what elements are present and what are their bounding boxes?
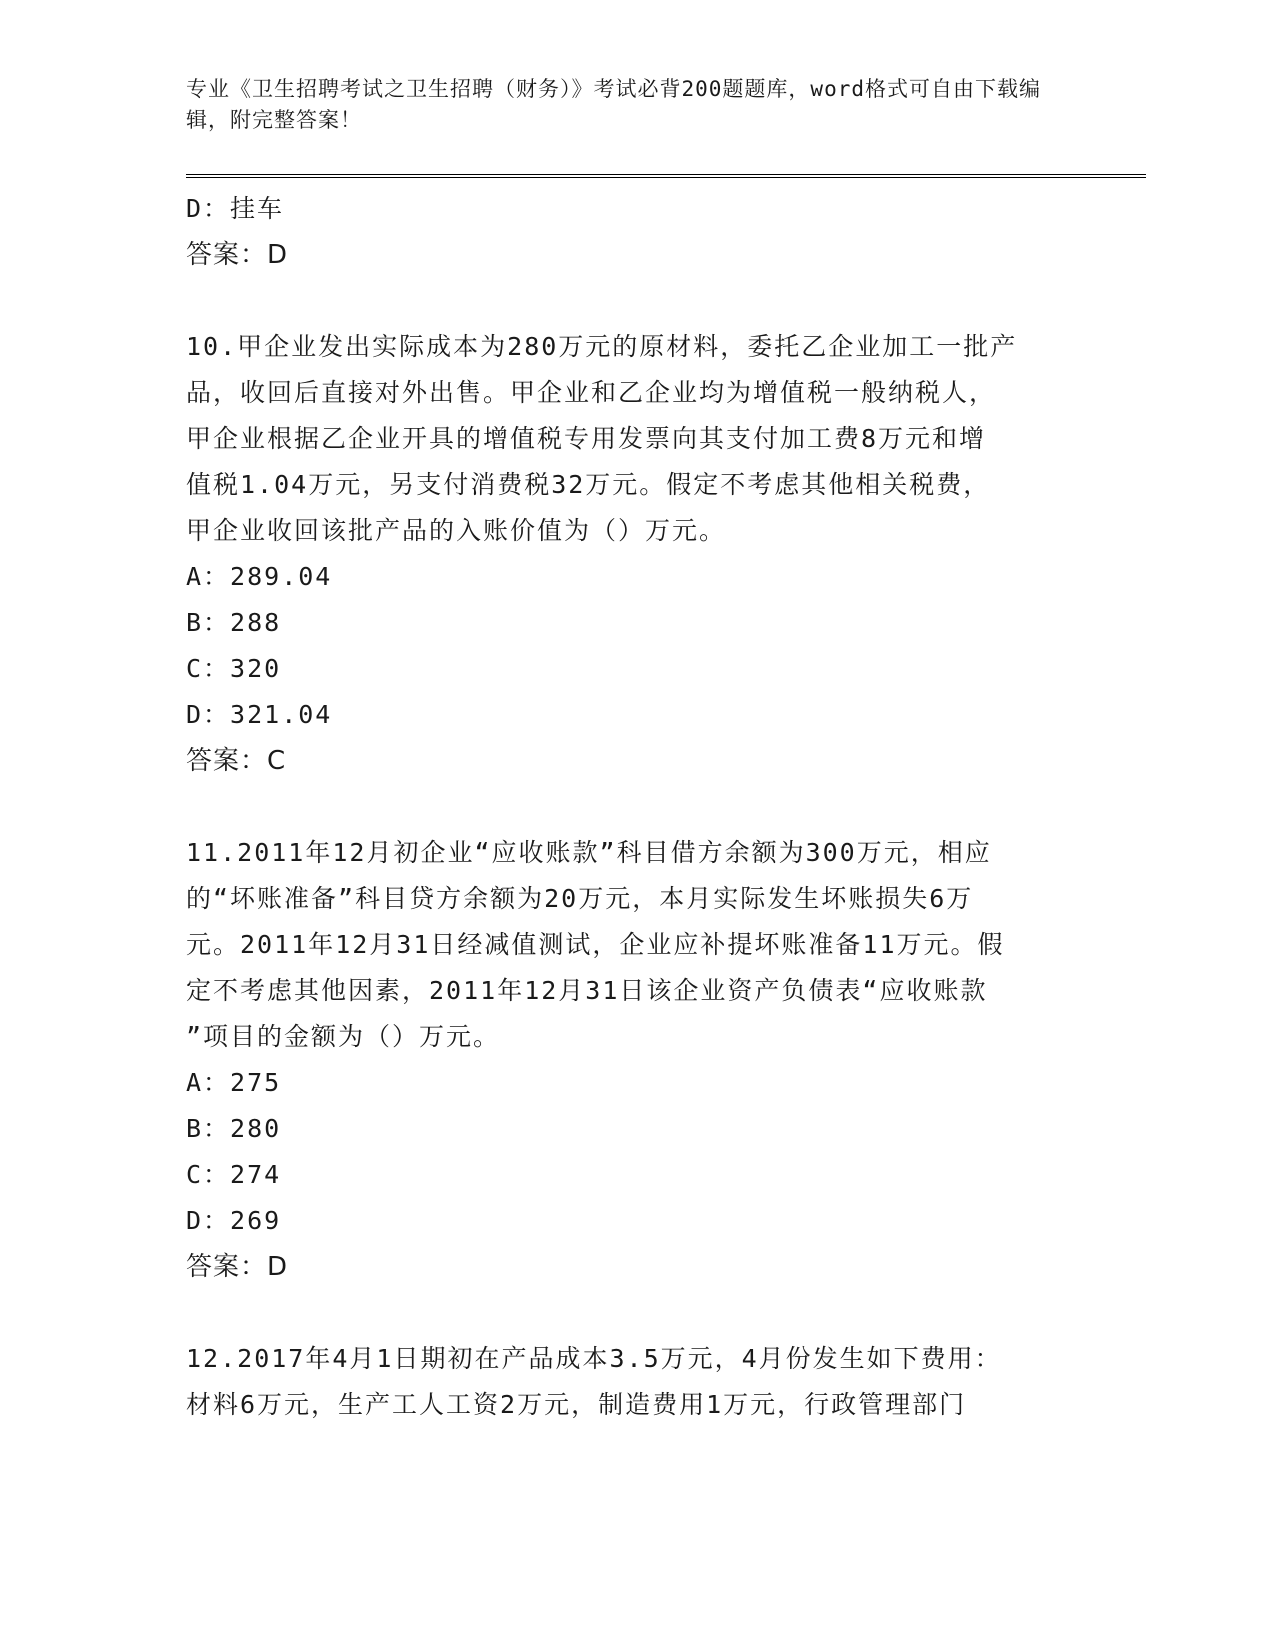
answer-label: 答案：D <box>186 240 289 270</box>
question-text-line: 值税1.04万元，另支付消费税32万元。假定不考虑其他相关税费， <box>186 470 991 499</box>
question-10 <box>186 324 1146 784</box>
question-text-line: 品，收回后直接对外出售。甲企业和乙企业均为增值税一般纳税人， <box>186 378 997 407</box>
option-a: A：289.04 <box>186 562 333 591</box>
option-b: B：288 <box>186 608 282 637</box>
question-text-line: 11.2011年12月初企业“应收账款”科目借方余额为300万元，相应 <box>186 838 992 867</box>
spacer <box>186 278 1146 324</box>
question-12 <box>186 1336 1146 1428</box>
document-page <box>186 70 1146 1428</box>
question-text-line: 12.2017年4月1日期初在产品成本3.5万元，4月份发生如下费用： <box>186 1344 1002 1373</box>
document-body <box>186 186 1146 1428</box>
question-text-line: 的“坏账准备”科目贷方余额为20万元，本月实际发生坏账损失6万 <box>186 884 974 913</box>
answer-label: 答案：D <box>186 1252 289 1282</box>
option-c: C：274 <box>186 1160 282 1189</box>
option-d: D：269 <box>186 1206 282 1235</box>
question-text-line: 材料6万元，生产工人工资2万元，制造费用1万元，行政管理部门 <box>186 1390 967 1419</box>
question-text-line: 10.甲企业发出实际成本为280万元的原材料，委托乙企业加工一批产 <box>186 332 1018 361</box>
spacer <box>186 784 1146 830</box>
question-11 <box>186 830 1146 1290</box>
question-text-line: 甲企业根据乙企业开具的增值税专用发票向其支付加工费8万元和增 <box>186 424 987 453</box>
option-a: A：275 <box>186 1068 282 1097</box>
question-text-line: 甲企业收回该批产品的入账价值为（）万元。 <box>186 516 727 545</box>
option-d: D：321.04 <box>186 700 333 729</box>
option-d: D：挂车 <box>186 194 285 223</box>
option-b: B：280 <box>186 1114 282 1143</box>
header-divider <box>186 174 1146 178</box>
question-text-line: 元。2011年12月31日经减值测试，企业应补提坏账准备11万元。假 <box>186 930 1005 959</box>
question-text-line: 定不考虑其他因素，2011年12月31日该企业资产负债表“应收账款 <box>186 976 988 1005</box>
option-c: C：320 <box>186 654 282 683</box>
answer-label: 答案：C <box>186 746 287 776</box>
question-text-line: ”项目的金额为（）万元。 <box>186 1022 501 1051</box>
document-header: 专业《卫生招聘考试之卫生招聘（财务）》考试必背200题题库，word格式可自由下载编辑，附完整答案！ <box>186 77 1041 132</box>
spacer <box>186 1290 1146 1336</box>
